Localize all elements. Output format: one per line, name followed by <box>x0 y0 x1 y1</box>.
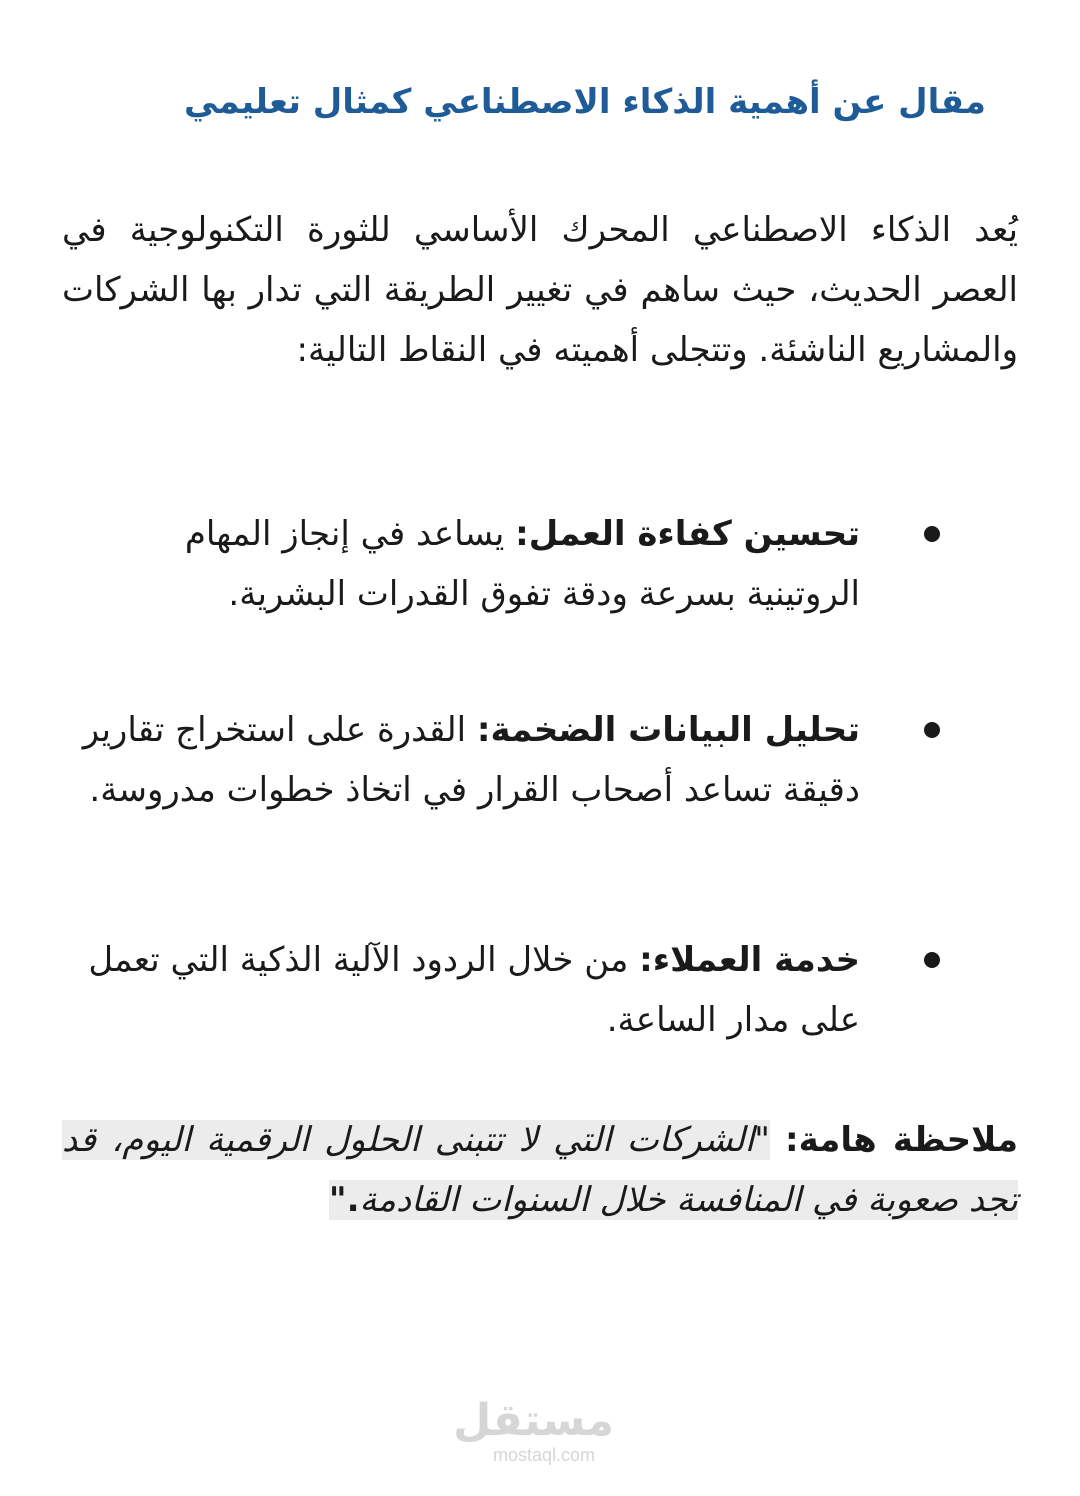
important-note <box>62 1110 1018 1230</box>
note-quote-text: "الشركات التي لا تتبنى الحلول الرقمية اليوم، قد تجد صعوبة في المنافسة خلال السنوات القادمة <box>62 1120 1018 1220</box>
mostaql-watermark <box>453 1395 614 1466</box>
note-quote-end: ." <box>328 1180 360 1220</box>
point-body: من خلال الردود الآلية الذكية التي تعمل على مدار الساعة. <box>88 940 860 1040</box>
point-text <box>70 930 860 1050</box>
point-body: يساعد في إنجاز المهام الروتينية بسرعة ودقة تفوق القدرات البشرية. <box>184 514 860 614</box>
document-title: مقال عن أهمية الذكاء الاصطناعي كمثال تعليمي <box>184 82 986 122</box>
watermark-logo: مستقل <box>453 1395 614 1446</box>
point-title: خدمة العملاء: <box>639 940 860 980</box>
intro-paragraph: يُعد الذكاء الاصطناعي المحرك الأساسي للثورة التكنولوجية في العصر الحديث، حيث ساهم في تغيير الطريقة التي تدار بها الشركات والمشاريع الناشئة. وتتجلى أهميته في النقاط التالية: <box>62 210 1018 370</box>
bullet-icon <box>924 526 940 542</box>
point-title: تحليل البيانات الضخمة: <box>476 710 860 750</box>
point-title: تحسين كفاءة العمل: <box>515 514 860 554</box>
point-text <box>70 700 860 820</box>
point-text <box>70 504 860 624</box>
note-label: ملاحظة هامة: <box>785 1120 1018 1160</box>
point-body: القدرة على استخراج تقارير دقيقة تساعد أصحاب القرار في اتخاذ خطوات مدروسة. <box>82 710 860 810</box>
bullet-icon <box>924 952 940 968</box>
watermark-domain: mostaql.com <box>492 1445 596 1465</box>
bullet-icon <box>924 722 940 738</box>
